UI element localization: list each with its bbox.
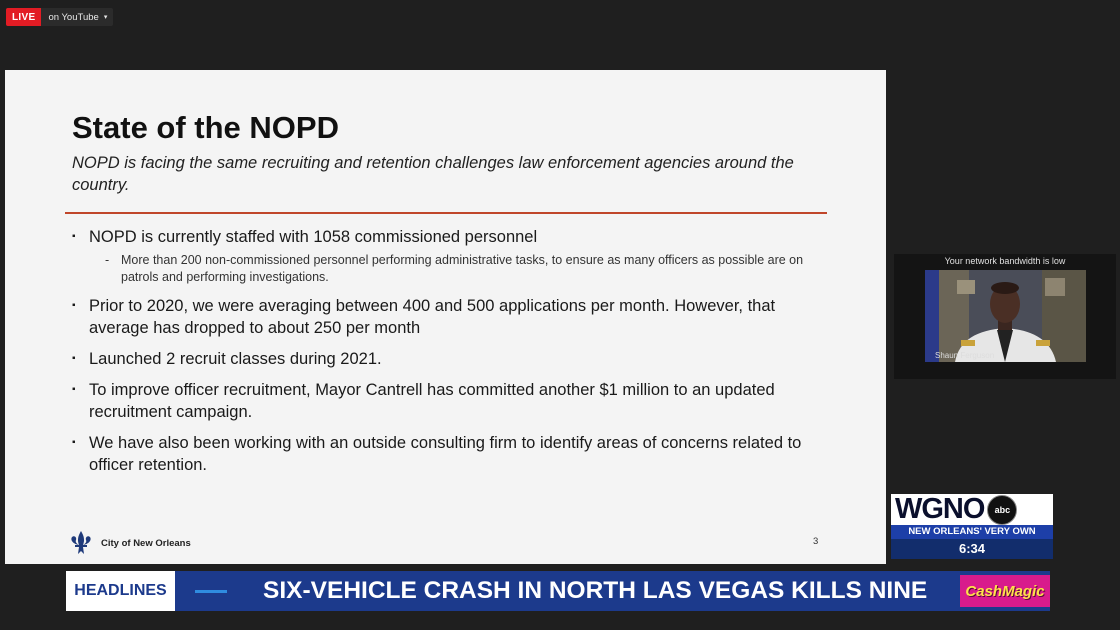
square-bullet-icon: ▪	[72, 437, 76, 448]
participant-name: Shaun Ferguson	[935, 351, 995, 360]
participant-video-panel[interactable]	[894, 254, 1116, 379]
bullet-text: NOPD is currently staffed with 1058 commissioned personnel	[89, 228, 538, 246]
bullet-item	[72, 295, 832, 339]
bullet-item	[72, 432, 832, 476]
title-divider	[65, 212, 827, 214]
square-bullet-icon: ▪	[72, 231, 76, 242]
bandwidth-warning: Your network bandwidth is low	[944, 256, 1066, 266]
bullet-text: Launched 2 recruit classes during 2021.	[89, 350, 382, 368]
bullet-item	[72, 379, 832, 423]
sub-bullet-text: More than 200 non-commissioned personnel performing administrative tasks, to ensure as many officers as possible are on patrols and performing investigations.	[121, 253, 804, 284]
square-bullet-icon: ▪	[72, 384, 76, 395]
sponsor-logo	[960, 575, 1050, 607]
ticker-headline: SIX-VEHICLE CRASH IN NORTH LAS VEGAS KILLS NINE	[263, 577, 928, 604]
square-bullet-icon: ▪	[72, 300, 76, 311]
participant-video[interactable]	[925, 270, 1086, 362]
bullet-list	[72, 226, 832, 485]
bullet-text: Prior to 2020, we were averaging between 400 and 500 applications per month. However, that average has dropped to about 250 per month	[89, 297, 776, 337]
slide-footer	[67, 530, 191, 556]
sponsor-name: CashMagic	[965, 582, 1045, 600]
footer-org-name: City of New Orleans	[101, 537, 191, 549]
participant-video-image	[925, 270, 1086, 362]
dash-bullet-icon: -	[105, 253, 110, 267]
fleur-de-lis-icon	[67, 530, 95, 556]
clock-time: 6:34	[891, 539, 1053, 559]
bullet-item	[72, 348, 832, 370]
ticker-label: HEADLINES	[66, 571, 175, 611]
sub-bullet-item	[89, 252, 832, 286]
news-ticker	[66, 571, 1050, 611]
youtube-live-bar[interactable]	[6, 8, 113, 26]
square-bullet-icon: ▪	[72, 353, 76, 364]
slide-subtitle: NOPD is facing the same recruiting and retention challenges law enforcement agencies around the country.	[72, 154, 794, 194]
chevron-down-icon: ▾	[103, 14, 108, 21]
slide-page-number: 3	[813, 536, 819, 547]
on-youtube-label: on YouTube	[48, 11, 99, 23]
bullet-item	[72, 226, 832, 286]
logo-top	[891, 494, 1053, 525]
bullet-text: We have also been working with an outside consulting firm to identify areas of concerns related to officer retention.	[89, 434, 802, 474]
presentation-slide	[5, 70, 886, 564]
station-logo-bug	[891, 494, 1053, 560]
live-badge: LIVE	[6, 8, 41, 26]
abc-logo-icon: abc	[987, 495, 1017, 525]
station-tagline: NEW ORLEANS' VERY OWN	[891, 525, 1053, 539]
call-letters: WGNO	[895, 493, 985, 525]
bullet-text: To improve officer recruitment, Mayor Cantrell has committed another $1 million to an updated recruitment campaign.	[89, 381, 775, 421]
ticker-divider	[195, 590, 227, 593]
on-youtube-dropdown[interactable]	[41, 8, 113, 26]
slide-title: State of the NOPD	[72, 110, 339, 145]
